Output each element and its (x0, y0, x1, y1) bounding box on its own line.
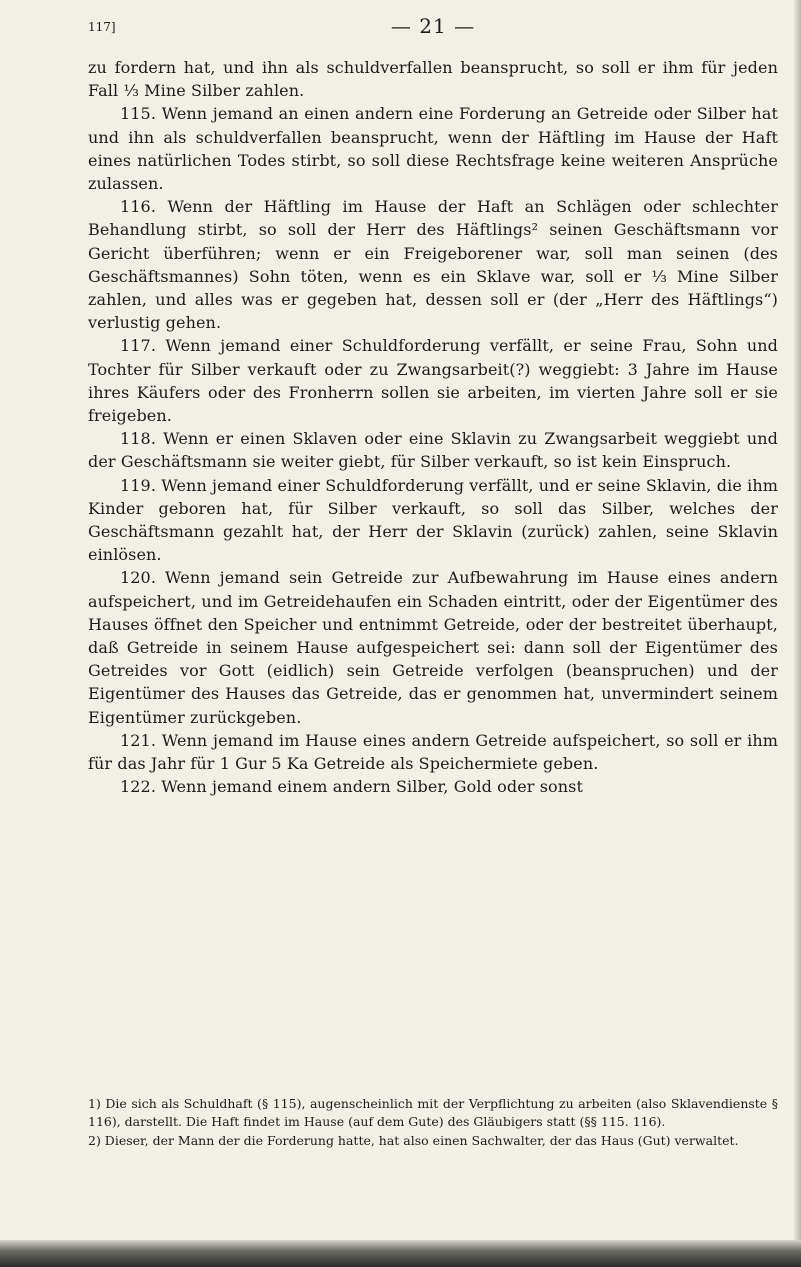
paragraph-120: 120. Wenn jemand sein Getreide zur Aufbewahrung im Hause eines andern aufspeichert, und im Getreidehaufen ein Schaden eintritt, oder der Eigentümer des Hauses öffnet den Speicher und entnimmt Getreide, oder der bestreitet überhaupt, daß Getreide in seinem Hause aufgespeichert sei: dann soll der Eigentümer des Getreides vor Gott (eidlich) sein Getreide verfolgen (beanspruchen) und der Eigentümer des Hauses das Getreide, das er genommen hat, unvermindert seinem Eigentümer zurückgeben. (88, 568, 778, 727)
section-marker: 117] (88, 20, 116, 34)
paragraph-115: 115. Wenn jemand an einen andern eine Forderung an Getreide oder Silber hat und ihn als schuldverfallen beansprucht, wenn der Häftling im Hause der Haft eines natürlichen Todes stirbt, so soll diese Rechtsfrage keine weiteren Ansprüche zulassen. (88, 104, 778, 194)
paragraph-122: 122. Wenn jemand einem andern Silber, Gold oder sonst (120, 777, 583, 797)
page-number: — 21 — (390, 14, 476, 38)
paragraph-119: 119. Wenn jemand einer Schuldforderung verfällt, und er seine Sklavin, die ihm Kinder geboren hat, für Silber verkauft, so soll das Silber, welches der Geschäftsmann gezahlt hat, der Herr der Sklavin (zurück) zahlen, seine Sklavin einlösen. (88, 475, 778, 565)
page-edge-shadow (793, 0, 801, 1240)
paragraph-117: 117. Wenn jemand einer Schuldforderung verfällt, er seine Frau, Sohn und Tochter für Silber verkauft oder zu Zwangsarbeit(?) weggiebt: 3 Jahre im Hause ihres Käufers oder des Fronherrn sollen sie arbeiten, im vierten Jahre soll er sie freigeben. (88, 336, 778, 426)
paragraph-continuation: zu fordern hat, und ihn als schuldverfallen beansprucht, so soll er ihm für jeden Fall ⅓ Mine Silber zahlen. (88, 58, 778, 101)
body-text (88, 56, 778, 799)
footnotes (88, 1095, 778, 1150)
paragraph-116: 116. Wenn der Häftling im Hause der Haft an Schlägen oder schlechter Behandlung stirbt, so soll der Herr des Häftlings² seinen Geschäftsmann vor Gericht überführen; wenn er ein Freigeborener war, soll man seinen (des Geschäftsmannes) Sohn töten, wenn es ein Sklave war, soll er ⅓ Mine Silber zahlen, und alles was er gegeben hat, dessen soll er (der „Herr des Häftlings“) verlustig gehen. (88, 197, 778, 333)
page-header (88, 14, 778, 44)
footnote-1: 1) Die sich als Schuldhaft (§ 115), augenscheinlich mit der Verpflichtung zu arbeiten (also Sklavendienste § 116), darstellt. Die Haft findet im Hause (auf dem Gute) des Gläubigers statt (§§ 115. 116). (88, 1096, 778, 1129)
footnote-2: 2) Dieser, der Mann der die Forderung hatte, hat also einen Sachwalter, der das Haus (Gut) verwaltet. (88, 1133, 739, 1148)
paragraph-121: 121. Wenn jemand im Hause eines andern Getreide aufspeichert, so soll er ihm für das Jahr für 1 Gur 5 Ka Getreide als Speichermiete geben. (88, 730, 778, 774)
paragraph-118: 118. Wenn er einen Sklaven oder eine Sklavin zu Zwangsarbeit weggiebt und der Geschäftsmann sie weiter giebt, für Silber verkauft, so ist kein Einspruch. (88, 429, 778, 472)
scan-bottom-edge (0, 1240, 801, 1267)
